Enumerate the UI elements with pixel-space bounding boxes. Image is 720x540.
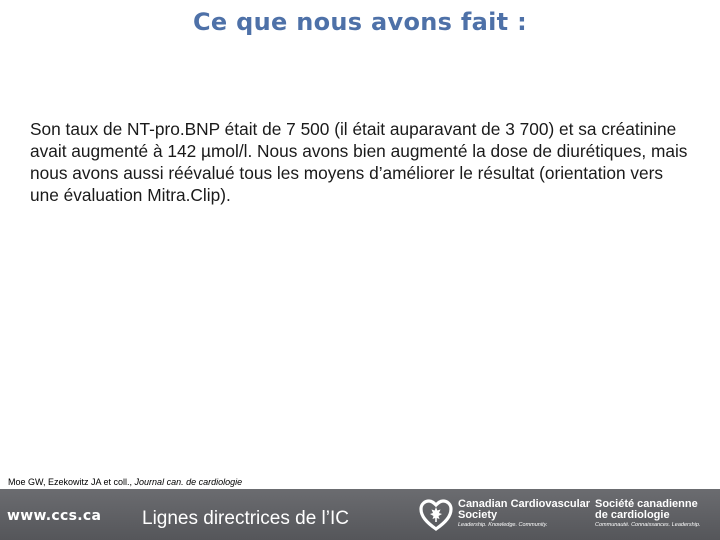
footer-bar (0, 489, 720, 540)
ccs-heart-maple-icon (418, 497, 454, 533)
body-paragraph: Son taux de NT-pro.BNP était de 7 500 (il était auparavant de 3 700) et sa créatinine avait augmenté à 142 µmol/l. Nous avons bien augmenté la dose de diurétiques, mais nous avons aussi réévalué tous les moyens d’améliorer le résultat (orientation vers une évaluation Mitra.Clip). (30, 119, 688, 205)
org-en-tagline: Leadership. Knowledge. Community. (458, 522, 548, 528)
org-fr-line1: Société canadienne (595, 498, 698, 510)
org-fr-line2: de cardiologie (595, 509, 670, 521)
org-fr-tagline: Communauté. Connaissances. Leadership. (595, 522, 701, 528)
footer-url-link[interactable]: www.ccs.ca (7, 508, 102, 524)
org-en-line2: Society (458, 509, 498, 521)
footer-guidelines-title: Lignes directrices de l’IC (142, 508, 349, 529)
slide-title: Ce que nous avons fait : (193, 8, 527, 36)
org-en-line1: Canadian Cardiovascular (458, 498, 591, 510)
citation (8, 477, 242, 487)
citation-journal: Journal can. de cardiologie (134, 477, 243, 487)
org-name-english (458, 499, 590, 529)
org-name-french (595, 499, 700, 529)
citation-authors: Moe GW, Ezekowitz JA et coll., (8, 477, 135, 487)
